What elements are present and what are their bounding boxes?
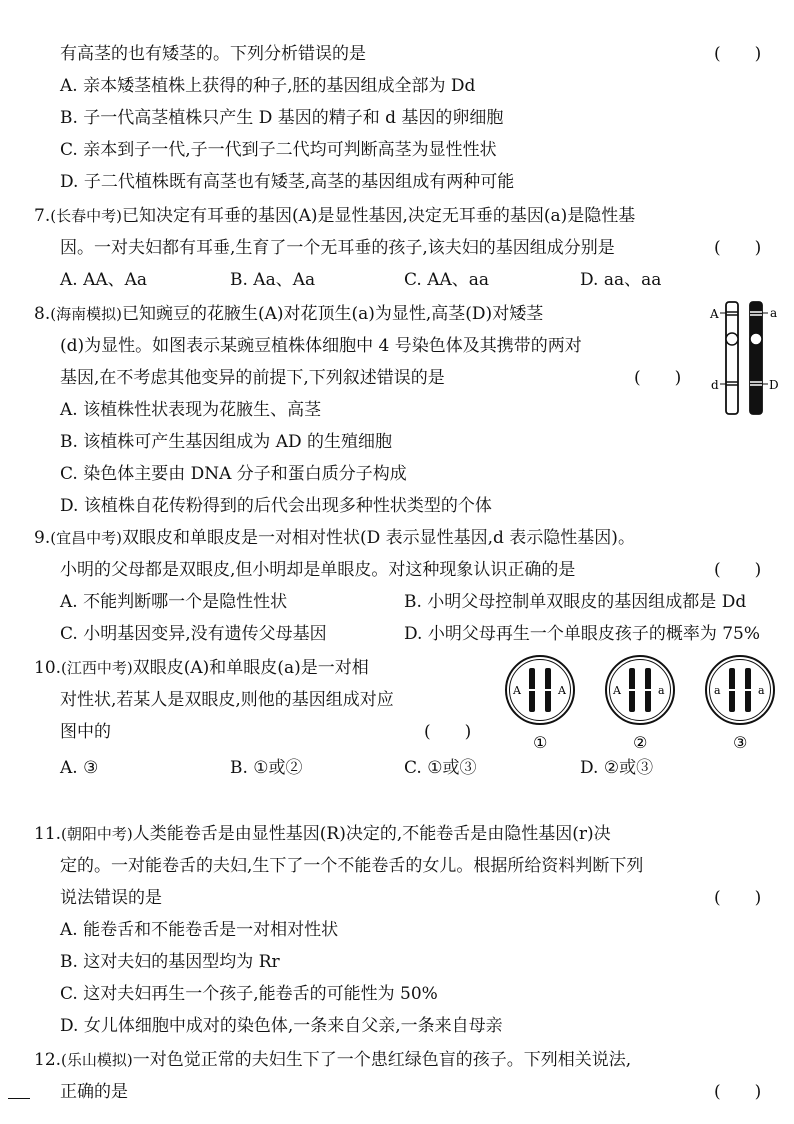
q10-cell-3-caption: ③ [733, 733, 748, 752]
q6-stem-tail: 有高茎的也有矮茎的。下列分析错误的是 [60, 44, 366, 64]
q10-cell-2-caption: ② [633, 733, 648, 752]
q8-option-d[interactable]: D. 该植株自花传粉得到的后代会出现多种性状类型的个体 [60, 496, 492, 516]
q10-cell-2-right-label: a [658, 684, 665, 697]
q10-stem-line3: 图中的 [60, 722, 111, 742]
q8-number: 8. [34, 304, 51, 324]
q10-cell-1-left-label: A [513, 684, 521, 697]
q6-answer-paren[interactable]: ( ) [714, 44, 762, 64]
q11-number: 11. [34, 824, 62, 844]
q10-cell-2 [606, 656, 674, 752]
page-footer-rule [8, 1098, 30, 1099]
q12-stem-line2: 正确的是 [60, 1082, 128, 1102]
q7-answer-paren[interactable]: ( ) [714, 238, 762, 258]
q10-answer-paren[interactable]: ( ) [424, 722, 472, 742]
q10-cell-2-left-label: A [613, 684, 621, 697]
q7-number: 7. [34, 206, 51, 226]
q8-centromere-right [750, 333, 762, 345]
q8-stem-line1 [34, 298, 543, 330]
q9-option-a[interactable]: A. 不能判断哪一个是隐性性状 [60, 592, 288, 612]
q6-option-b[interactable]: B. 子一代高茎植株只产生 D 基因的精子和 d 基因的卵细胞 [60, 108, 504, 128]
q11-option-a[interactable]: A. 能卷舌和不能卷舌是一对相对性状 [60, 920, 339, 940]
q8-answer-paren[interactable]: ( ) [634, 368, 682, 388]
q10-stem-line1 [34, 652, 369, 684]
q7-option-b[interactable]: B. Aa、Aa [230, 270, 316, 290]
q10-cell-3 [706, 656, 774, 752]
q8-option-a[interactable]: A. 该植株性状表现为花腋生、高茎 [60, 400, 322, 420]
q12-text-1: 一对色觉正常的夫妇生下了一个患红绿色盲的孩子。下列相关说法, [132, 1050, 632, 1070]
q8-option-c[interactable]: C. 染色体主要由 DNA 分子和蛋白质分子构成 [60, 464, 407, 484]
q7-text-1: 已知决定有耳垂的基因(A)是显性基因,决定无耳垂的基因(a)是隐性基 [121, 206, 636, 226]
q11-stem-line3: 说法错误的是 [60, 888, 162, 908]
q7-option-a[interactable]: A. AA、Aa [60, 270, 148, 290]
q8-label-bottom-left: d [711, 378, 719, 392]
q8-label-top-right: a [770, 306, 778, 320]
q9-stem-line2: 小明的父母都是双眼皮,但小明却是单眼皮。对这种现象认识正确的是 [60, 560, 576, 580]
q10-number: 10. [34, 658, 62, 678]
q6-option-a[interactable]: A. 亲本矮茎植株上获得的种子,胚的基因组成全部为 Dd [60, 76, 476, 96]
q8-chromosome-left [726, 302, 738, 414]
q10-text-1: 双眼皮(A)和单眼皮(a)是一对相 [132, 658, 369, 678]
q9-stem-line1 [34, 522, 635, 554]
q7-option-c[interactable]: C. AA、aa [404, 270, 490, 290]
q11-option-d[interactable]: D. 女儿体细胞中成对的染色体,一条来自父亲,一条来自母亲 [60, 1016, 503, 1036]
q10-option-c[interactable]: C. ①或③ [404, 758, 477, 778]
q10-cell-1 [506, 656, 574, 752]
q8-label-bottom-right: D [769, 378, 779, 392]
q11-option-c[interactable]: C. 这对夫妇再生一个孩子,能卷舌的可能性为 50% [60, 984, 438, 1004]
q12-source: (乐山模拟) [61, 1051, 133, 1069]
q9-text-1: 双眼皮和单眼皮是一对相对性状(D 表示显性基因,d 表示隐性基因)。 [121, 528, 635, 548]
q8-label-top-left: A [710, 307, 719, 321]
q7-option-d[interactable]: D. aa、aa [580, 270, 662, 290]
q8-chromosome-figure [706, 298, 782, 418]
q11-answer-paren[interactable]: ( ) [714, 888, 762, 908]
q11-text-1: 人类能卷舌是由显性基因(R)决定的,不能卷舌是由隐性基因(r)决 [132, 824, 611, 844]
q9-option-b[interactable]: B. 小明父母控制单双眼皮的基因组成都是 Dd [404, 592, 747, 612]
q10-source: (江西中考) [61, 659, 133, 677]
q10-cell-3-right-label: a [758, 684, 765, 697]
q10-cell-3-left-label: a [714, 684, 721, 697]
q8-source: (海南模拟) [50, 305, 122, 323]
q7-source: (长春中考) [50, 207, 122, 225]
q9-option-c[interactable]: C. 小明基因变异,没有遗传父母基因 [60, 624, 327, 644]
q11-source: (朝阳中考) [61, 825, 133, 843]
q6-option-d[interactable]: D. 子二代植株既有高茎也有矮茎,高茎的基因组成有两种可能 [60, 172, 515, 192]
q7-stem-line2: 因。一对夫妇都有耳垂,生育了一个无耳垂的孩子,该夫妇的基因组成分别是 [60, 238, 615, 258]
q10-cell-figure [496, 652, 788, 752]
q8-option-b[interactable]: B. 该植株可产生基因组成为 AD 的生殖细胞 [60, 432, 393, 452]
q8-text-1: 已知豌豆的花腋生(A)对花顶生(a)为显性,高茎(D)对矮茎 [121, 304, 544, 324]
q11-stem-line2: 定的。一对能卷舌的夫妇,生下了一个不能卷舌的女儿。根据所给资料判断下列 [60, 856, 644, 876]
q9-option-d[interactable]: D. 小明父母再生一个单眼皮孩子的概率为 75% [404, 624, 761, 644]
q8-stem-line2: (d)为显性。如图表示某豌豆植株体细胞中 4 号染色体及其携带的两对 [60, 336, 582, 356]
q10-option-b[interactable]: B. ①或② [230, 758, 303, 778]
q9-answer-paren[interactable]: ( ) [714, 560, 762, 580]
q8-stem-line3: 基因,在不考虑其他变异的前提下,下列叙述错误的是 [60, 368, 445, 388]
q12-stem-line1 [34, 1044, 631, 1076]
q11-stem-line1 [34, 818, 611, 850]
q10-option-a[interactable]: A. ③ [60, 758, 99, 778]
q7-stem-line1 [34, 200, 635, 232]
q8-chromosome-right [750, 302, 762, 414]
q6-option-c[interactable]: C. 亲本到子一代,子一代到子二代均可判断高茎为显性性状 [60, 140, 497, 160]
q10-stem-line2: 对性状,若某人是双眼皮,则他的基因组成对应 [60, 690, 394, 710]
q10-cell-1-right-label: A [558, 684, 566, 697]
q12-number: 12. [34, 1050, 62, 1070]
q10-cell-1-caption: ① [533, 733, 548, 752]
q9-number: 9. [34, 528, 51, 548]
q11-option-b[interactable]: B. 这对夫妇的基因型均为 Rr [60, 952, 280, 972]
q10-option-d[interactable]: D. ②或③ [580, 758, 654, 778]
q9-source: (宜昌中考) [50, 529, 122, 547]
q12-answer-paren[interactable]: ( ) [714, 1082, 762, 1102]
q8-centromere-left [726, 333, 738, 345]
